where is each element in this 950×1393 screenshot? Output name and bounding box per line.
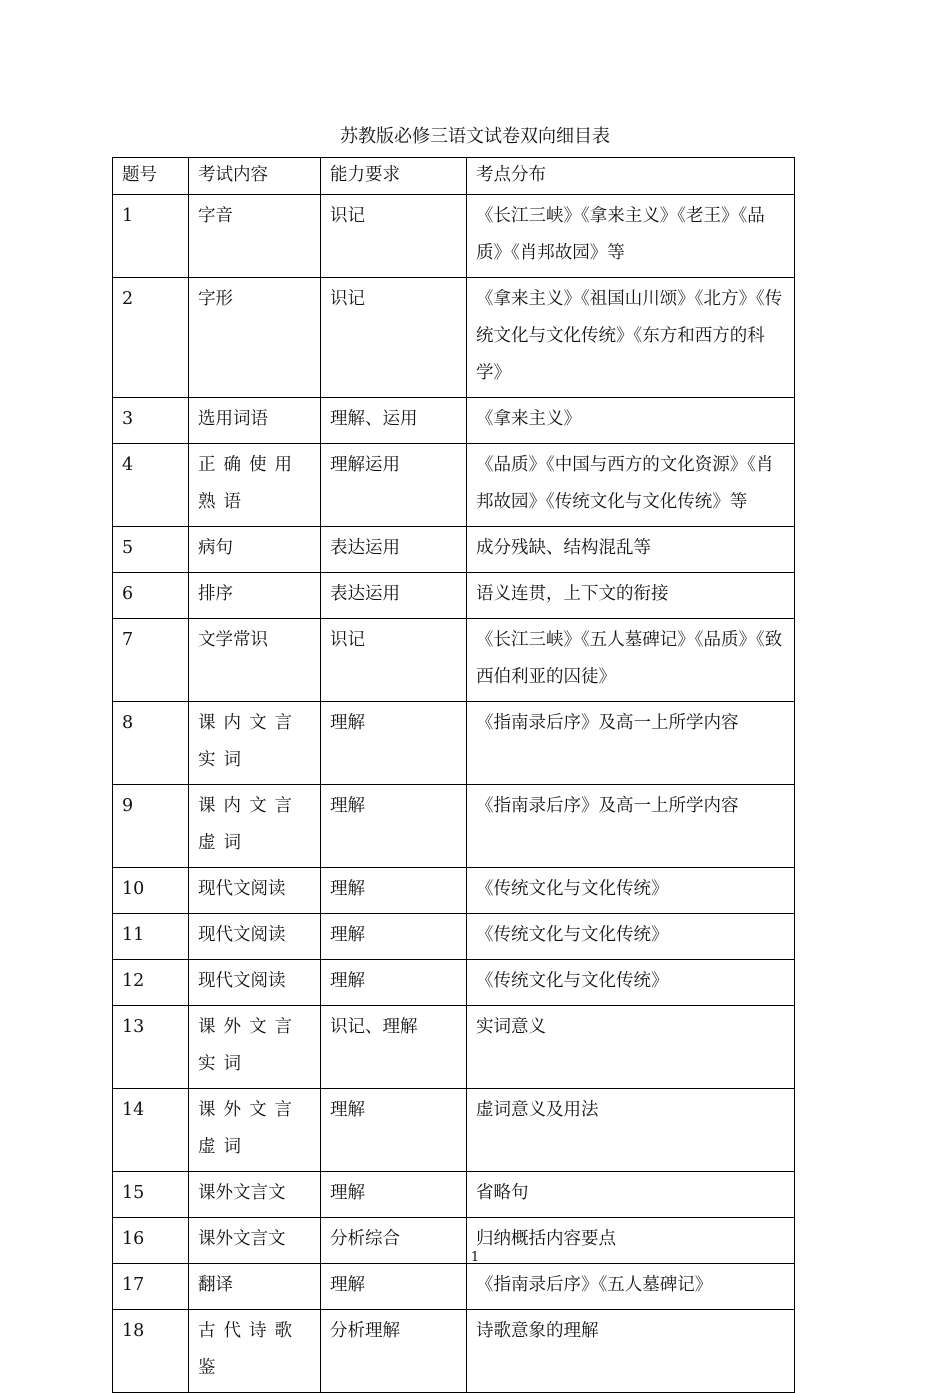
row-distribution: 《拿来主义》 <box>467 398 795 444</box>
table-row <box>113 1172 795 1218</box>
header-cell-question-no: 题号 <box>113 158 189 195</box>
row-question-no: 15 <box>113 1172 189 1218</box>
row-content: 字音 <box>189 195 321 278</box>
row-content: 课外文言实词 <box>189 1006 321 1089</box>
row-question-no: 9 <box>113 785 189 868</box>
row-content: 文学常识 <box>189 619 321 702</box>
row-distribution: 《指南录后序》《五人墓碑记》 <box>467 1264 795 1310</box>
row-ability: 分析综合 <box>321 1218 467 1264</box>
header-cell-distribution: 考点分布 <box>467 158 795 195</box>
row-content: 课外文言文 <box>189 1172 321 1218</box>
table-row <box>113 868 795 914</box>
table-row <box>113 278 795 398</box>
row-ability: 理解、运用 <box>321 398 467 444</box>
table-row <box>113 1089 795 1172</box>
row-content: 翻译 <box>189 1264 321 1310</box>
row-distribution: 归纳概括内容要点 <box>467 1218 795 1264</box>
row-ability: 理解 <box>321 960 467 1006</box>
row-question-no: 18 <box>113 1310 189 1393</box>
row-distribution: 《指南录后序》及高一上所学内容 <box>467 702 795 785</box>
table-row <box>113 398 795 444</box>
row-distribution: 《指南录后序》及高一上所学内容 <box>467 785 795 868</box>
row-ability: 识记 <box>321 278 467 398</box>
row-distribution: 成分残缺、结构混乱等 <box>467 527 795 573</box>
row-question-no: 7 <box>113 619 189 702</box>
row-distribution: 《传统文化与文化传统》 <box>467 868 795 914</box>
row-content: 课外文言虚词 <box>189 1089 321 1172</box>
table-row <box>113 619 795 702</box>
row-question-no: 12 <box>113 960 189 1006</box>
table-row <box>113 785 795 868</box>
document-title: 苏教版必修三语文试卷双向细目表 <box>340 126 610 147</box>
table-row <box>113 1310 795 1393</box>
row-distribution: 《传统文化与文化传统》 <box>467 914 795 960</box>
table-header-row <box>113 158 795 195</box>
row-ability: 理解 <box>321 1172 467 1218</box>
row-distribution: 省略句 <box>467 1172 795 1218</box>
row-content: 课内文言实词 <box>189 702 321 785</box>
table-row <box>113 960 795 1006</box>
row-distribution: 实词意义 <box>467 1006 795 1089</box>
row-ability: 表达运用 <box>321 573 467 619</box>
table-row <box>113 195 795 278</box>
row-question-no: 3 <box>113 398 189 444</box>
row-distribution: 虚词意义及用法 <box>467 1089 795 1172</box>
row-question-no: 5 <box>113 527 189 573</box>
header-cell-ability: 能力要求 <box>321 158 467 195</box>
row-content: 字形 <box>189 278 321 398</box>
table-row <box>113 444 795 527</box>
row-distribution: 《拿来主义》《祖国山川颂》《北方》《传统文化与文化传统》《东方和西方的科学》 <box>467 278 795 398</box>
row-question-no: 1 <box>113 195 189 278</box>
row-question-no: 14 <box>113 1089 189 1172</box>
row-content: 现代文阅读 <box>189 960 321 1006</box>
row-content: 课外文言文 <box>189 1218 321 1264</box>
row-question-no: 16 <box>113 1218 189 1264</box>
row-content: 现代文阅读 <box>189 914 321 960</box>
table-row <box>113 1264 795 1310</box>
row-ability: 理解 <box>321 1264 467 1310</box>
row-question-no: 11 <box>113 914 189 960</box>
row-question-no: 4 <box>113 444 189 527</box>
exam-spec-table <box>112 157 795 1393</box>
row-content: 古代诗歌鉴 <box>189 1310 321 1393</box>
row-distribution: 语义连贯，上下文的衔接 <box>467 573 795 619</box>
row-question-no: 17 <box>113 1264 189 1310</box>
row-distribution: 《长江三峡》《五人墓碑记》《品质》《致西伯利亚的囚徒》 <box>467 619 795 702</box>
header-cell-content: 考试内容 <box>189 158 321 195</box>
row-question-no: 10 <box>113 868 189 914</box>
row-distribution: 《传统文化与文化传统》 <box>467 960 795 1006</box>
row-content: 排序 <box>189 573 321 619</box>
page-number: 1 <box>470 1250 480 1265</box>
row-ability: 理解 <box>321 1089 467 1172</box>
row-content: 课内文言虚词 <box>189 785 321 868</box>
row-content: 病句 <box>189 527 321 573</box>
row-ability: 理解 <box>321 785 467 868</box>
row-distribution: 诗歌意象的理解 <box>467 1310 795 1393</box>
row-ability: 识记 <box>321 619 467 702</box>
row-question-no: 2 <box>113 278 189 398</box>
row-question-no: 8 <box>113 702 189 785</box>
row-ability: 表达运用 <box>321 527 467 573</box>
row-ability: 理解 <box>321 914 467 960</box>
row-distribution: 《长江三峡》《拿来主义》《老王》《品质》《肖邦故园》等 <box>467 195 795 278</box>
row-ability: 理解 <box>321 868 467 914</box>
table-row <box>113 1006 795 1089</box>
row-ability: 识记 <box>321 195 467 278</box>
row-ability: 理解 <box>321 702 467 785</box>
row-ability: 识记、理解 <box>321 1006 467 1089</box>
table-row <box>113 527 795 573</box>
table-row <box>113 702 795 785</box>
row-content: 正确使用熟语 <box>189 444 321 527</box>
row-distribution: 《品质》《中国与西方的文化资源》《肖邦故园》《传统文化与文化传统》等 <box>467 444 795 527</box>
row-content: 选用词语 <box>189 398 321 444</box>
row-ability: 分析理解 <box>321 1310 467 1393</box>
row-question-no: 13 <box>113 1006 189 1089</box>
row-question-no: 6 <box>113 573 189 619</box>
row-content: 现代文阅读 <box>189 868 321 914</box>
table-row <box>113 573 795 619</box>
table-row <box>113 914 795 960</box>
row-ability: 理解运用 <box>321 444 467 527</box>
